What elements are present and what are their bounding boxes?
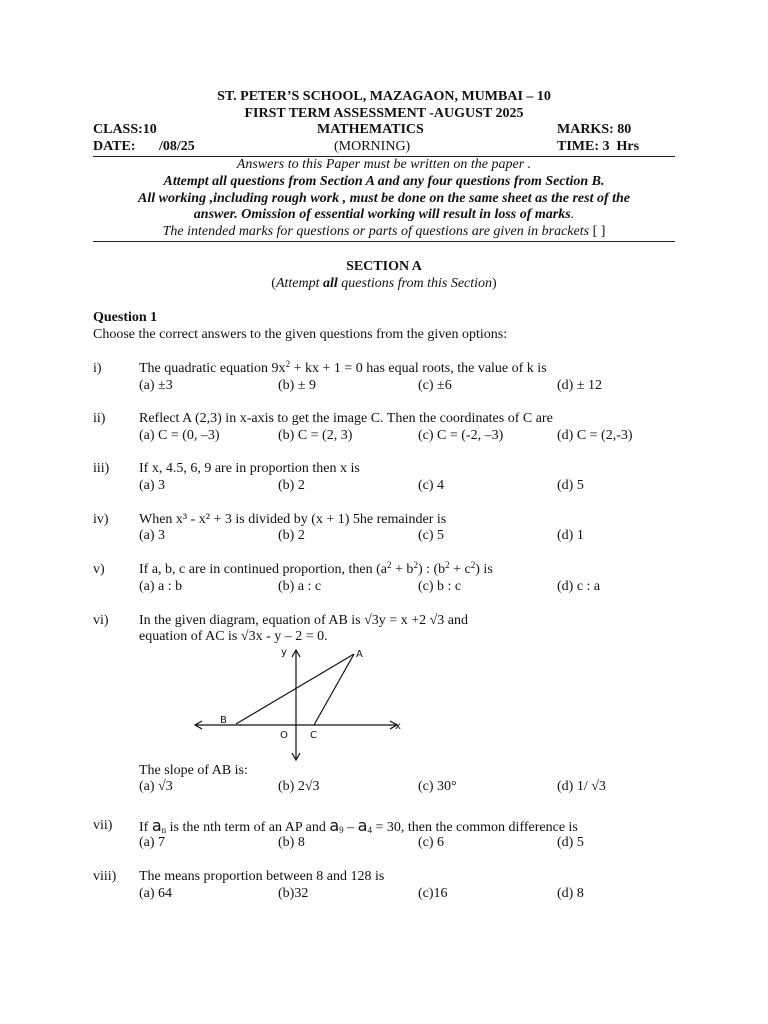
option-d: (d) 1/ √3 [557, 779, 606, 794]
instruction-line-1: Answers to this Paper must be written on the paper . [236, 157, 532, 172]
option-d: (d) 1 [557, 528, 584, 543]
section-title: SECTION A [346, 259, 422, 274]
line-ac [314, 654, 354, 725]
item-stem: Reflect A (2,3) in x-axis to get the image C. Then the coordinates of C are [139, 411, 553, 426]
item-stem: If x, 4.5, 6, 9 are in proportion then x is [139, 461, 360, 476]
option-b: (b) 2 [278, 478, 305, 493]
option-d: (d) ± 12 [557, 378, 603, 393]
item-number: v) [93, 562, 105, 577]
class-label: CLASS:10 [93, 122, 157, 137]
item-number: iv) [93, 512, 109, 527]
item-stem: When x³ - x² + 3 is divided by (x + 1) 5he remainder is [139, 512, 447, 527]
option-a: (a) √3 [139, 779, 173, 794]
item-stem-after: The slope of AB is: [139, 763, 248, 778]
subject-label: MATHEMATICS [317, 122, 424, 137]
section-subtitle-close: ) [492, 276, 497, 291]
instruction-line-2: Attempt all questions from Section A and any four questions from Section B. [163, 174, 605, 189]
option-b: (b) 2√3 [278, 779, 320, 794]
item-stem: The means proportion between 8 and 128 is [139, 869, 385, 884]
date-value: /08/25 [159, 139, 195, 154]
option-a: (a) C = (0, –3) [139, 428, 220, 443]
item-number: iii) [93, 461, 110, 476]
option-d: (d) 5 [557, 478, 584, 493]
label-y: y [281, 647, 287, 658]
item-stem [139, 562, 493, 578]
option-b: (b) ± 9 [278, 378, 317, 393]
stem-subscript: n [161, 825, 167, 835]
question-intro: Choose the correct answers to the given questions from the given options: [93, 327, 508, 342]
option-d: (d) c : a [557, 579, 601, 594]
label-b: B [220, 715, 227, 726]
option-c: (c) 30° [418, 779, 457, 794]
meta-row-date [93, 139, 675, 157]
option-a: (a) a : b [139, 579, 183, 594]
stem-symbol: a [329, 816, 340, 835]
stem-part: – [343, 820, 358, 835]
item-number: ii) [93, 411, 106, 426]
exam-title: FIRST TERM ASSESSMENT -AUGUST 2025 [244, 106, 524, 121]
option-a: (a) ±3 [139, 378, 173, 393]
item-stem [139, 816, 578, 836]
date-label: DATE: [93, 139, 136, 154]
option-c: (c) C = (-2, –3) [418, 428, 504, 443]
section-subtitle [0, 276, 768, 292]
section-subtitle-c: questions from this Section [337, 276, 493, 291]
item-number: vi) [93, 613, 109, 628]
instruction-line-3: All working ,including rough work , must be done on the same sheet as the rest of the [137, 191, 631, 206]
stem-subscript: 9 [339, 825, 344, 835]
stem-symbol: a [151, 816, 162, 835]
stem-superscript: 2 [285, 359, 291, 369]
stem-part: = 30, then the common difference is [371, 820, 578, 835]
instruction-line-5-text: The intended marks for questions or parts of questions are given in brackets [162, 224, 590, 239]
session-label: (MORNING) [334, 139, 411, 154]
option-b: (b) a : c [278, 579, 322, 594]
section-subtitle-a: Attempt [275, 276, 323, 291]
instructions-divider [93, 241, 675, 242]
option-d: (d) C = (2,-3) [557, 428, 633, 443]
option-c: (c) 5 [418, 528, 445, 543]
option-c: (c) ±6 [418, 378, 452, 393]
option-b: (b) C = (2, 3) [278, 428, 353, 443]
stem-part: ) : (b [417, 562, 446, 577]
stem-superscript: 2 [470, 560, 476, 570]
instruction-line-4-text: answer. Omission of essential working will result in loss of marks [193, 207, 571, 222]
stem-subscript: 4 [367, 825, 372, 835]
option-a: (a) 7 [139, 835, 166, 850]
stem-superscript: 2 [387, 560, 392, 570]
section-subtitle-b: all [323, 276, 338, 291]
marks-label: MARKS: 80 [557, 122, 632, 137]
question-title: Question 1 [93, 310, 158, 325]
item-stem [139, 361, 547, 377]
time-label: TIME: 3 Hrs [557, 139, 640, 154]
option-b: (b) 8 [278, 835, 305, 850]
instruction-line-5 [0, 224, 768, 240]
option-c: (c) 4 [418, 478, 445, 493]
label-x: x [395, 721, 401, 732]
coordinate-diagram [190, 643, 420, 761]
item-number: i) [93, 361, 102, 376]
option-c: (c)16 [418, 886, 448, 901]
item-stem-line-1: In the given diagram, equation of AB is √3y = x +2 √3 and [139, 613, 468, 628]
stem-part: + kx + 1 = 0 has equal roots, the value of k is [290, 361, 547, 376]
label-o: O [280, 730, 288, 741]
section-subtitle-open: ( [271, 276, 276, 291]
instruction-line-4-end: . [570, 207, 575, 222]
stem-superscript: 2 [413, 560, 418, 570]
line-ab [236, 654, 354, 724]
label-a: A [356, 649, 363, 660]
option-d: (d) 8 [557, 886, 584, 901]
option-b: (b) 2 [278, 528, 305, 543]
stem-part: ) is [475, 562, 493, 577]
stem-part: If a, b, c are in continued proportion, then (a [139, 562, 388, 577]
option-c: (c) 6 [418, 835, 445, 850]
option-b: (b)32 [278, 886, 309, 901]
label-c: C [310, 730, 317, 741]
item-stem-line-2: equation of AC is √3x - y – 2 = 0. [139, 629, 328, 644]
instruction-brackets: [ ] [592, 224, 606, 239]
option-a: (a) 64 [139, 886, 173, 901]
stem-part: + b [391, 562, 414, 577]
stem-symbol: a [357, 816, 368, 835]
school-name: ST. PETER’S SCHOOL, MAZAGAON, MUMBAI – 10 [217, 89, 551, 104]
option-a: (a) 3 [139, 478, 166, 493]
instruction-line-4 [0, 207, 768, 223]
item-number: viii) [93, 869, 117, 884]
stem-part: The quadratic equation 9x [139, 361, 286, 376]
item-number: vii) [93, 818, 113, 833]
stem-part: + c [449, 562, 471, 577]
stem-superscript: 2 [445, 560, 450, 570]
meta-row-class [93, 122, 675, 140]
stem-part: If [139, 820, 152, 835]
option-d: (d) 5 [557, 835, 584, 850]
option-a: (a) 3 [139, 528, 166, 543]
stem-part: is the nth term of an AP and [166, 820, 330, 835]
option-c: (c) b : c [418, 579, 462, 594]
